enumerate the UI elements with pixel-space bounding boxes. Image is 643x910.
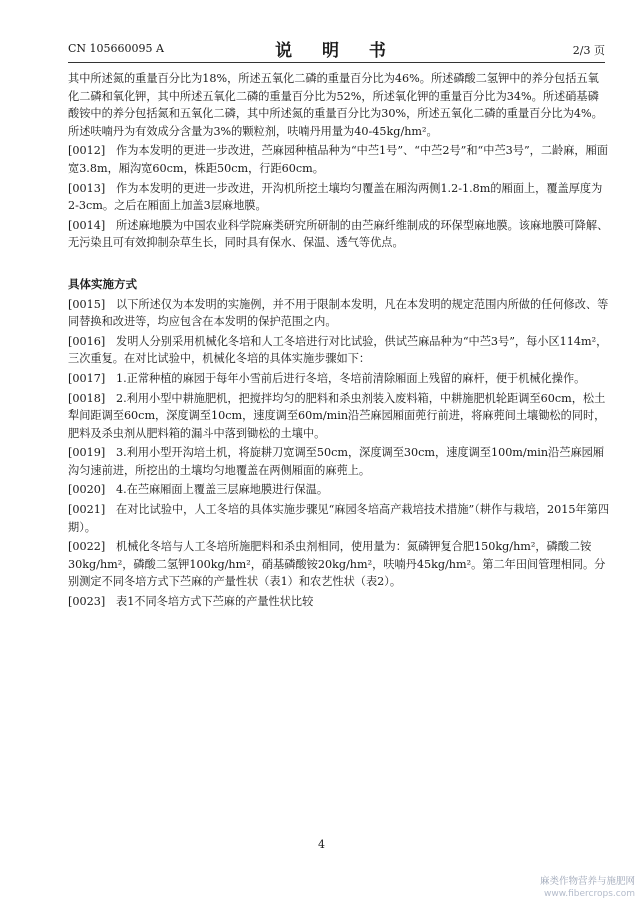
- header-divider: [68, 62, 605, 63]
- paragraph-0016: [68, 333, 609, 368]
- paragraph-0012: [68, 142, 609, 177]
- paragraph-number: [0019]: [68, 446, 106, 460]
- document-body: [68, 70, 609, 611]
- paragraph-0023: [68, 593, 609, 611]
- paragraph-text: 其中所述氮的重量百分比为18%，所述五氧化二磷的重量百分比为46%。所述磷酸二氢钾中的养分包括五氧化二磷和氧化钾，其中所述五氧化二磷的重量百分比为52%，所述氧化钾的重量百分比为34%。所述硝基磷酸铵中的养分包括氮和五氧化二磷，其中所述氮的重量百分比为30%，所述五氧化二磷的重量百分比为4%。所述呋喃丹为有效成分含量为3%的颗粒剂，呋喃丹用量为40-45kg/hm²。: [68, 72, 603, 138]
- page-header: [68, 34, 605, 64]
- page-indicator: 2/3 页: [572, 44, 605, 57]
- paragraph-0014: [68, 217, 609, 252]
- paragraph-0018: [68, 390, 609, 443]
- watermark-text: 麻类作物营养与施肥网: [539, 876, 635, 887]
- paragraph-0015: [68, 296, 609, 331]
- paragraph-0017: [68, 370, 609, 388]
- paragraph-number: [0013]: [68, 181, 106, 195]
- paragraph-text: 发明人分别采用机械化冬培和人工冬培进行对比试验，供试苎麻品种为“中苎3号”，每小区114m²，三次重复。在对比试验中，机械化冬培的具体实施步骤如下：: [68, 334, 608, 366]
- paragraph-0019: [68, 444, 609, 479]
- intro-paragraph: [68, 70, 609, 140]
- paragraph-number: [0021]: [68, 503, 106, 517]
- paragraph-0021: [68, 501, 609, 536]
- paragraph-text: 以下所述仅为本发明的实施例，并不用于限制本发明，凡在本发明的规定范围内所做的任何修改、等同替换和改进等，均应包含在本发明的保护范围之内。: [68, 297, 609, 329]
- paragraph-text: 作为本发明的更进一步改进，开沟机所挖土壤均匀覆盖在厢沟两侧1.2-1.8m的厢面上，覆盖厚度为2-3cm。之后在厢面上加盖3层麻地膜。: [68, 181, 603, 213]
- paragraph-0020: [68, 481, 609, 499]
- paragraph-number: [0016]: [68, 334, 106, 348]
- paragraph-number: [0015]: [68, 297, 106, 311]
- paragraph-text: 所述麻地膜为中国农业科学院麻类研究所研制的由苎麻纤维制成的环保型麻地膜。该麻地膜可降解、无污染且可有效抑制杂草生长，同时具有保水、保温、透气等优点。: [68, 218, 609, 250]
- paragraph-text: 2.利用小型中耕施肥机，把搅拌均匀的肥料和杀虫剂装入废料箱，中耕施肥机轮距调至60cm，松土犁间距调至60cm，深度调至10cm，速度调至60m/min沿苎麻园厢面蔸行前进，将麻蔸间土壤锄松的同时，肥料及杀虫剂从肥料箱的漏斗中落到锄松的土壤中。: [68, 391, 606, 440]
- paragraph-number: [0017]: [68, 371, 106, 385]
- paragraph-number: [0022]: [68, 540, 106, 554]
- paragraph-number: [0014]: [68, 218, 106, 232]
- paragraph-text: 在对比试验中，人工冬培的具体实施步骤见“麻园冬培高产栽培技术措施”（耕作与栽培，2015年第四期）。: [68, 503, 610, 534]
- paragraph-text: 4.在苎麻厢面上覆盖三层麻地膜进行保温。: [116, 483, 329, 497]
- paragraph-text: 1.正常种植的麻园于每年小雪前后进行冬培，冬培前清除厢面上残留的麻杆，便于机械化操作。: [116, 371, 586, 385]
- paragraph-text: 表1不同冬培方式下苎麻的产量性状比较: [116, 595, 314, 609]
- paragraph-number: [0023]: [68, 595, 106, 609]
- page-number: 4: [318, 838, 325, 851]
- paragraph-0013: [68, 180, 609, 215]
- paragraph-text: 作为本发明的更进一步改进，苎麻园种植品种为“中苎1号”、“中苎2号”和“中苎3号”，二龄麻，厢面宽3.8m，厢沟宽60cm，株距50cm，行距60cm。: [68, 144, 608, 175]
- paragraph-number: [0020]: [68, 483, 106, 497]
- document-id: CN 105660095 A: [68, 42, 164, 55]
- paragraph-0022: [68, 538, 609, 591]
- watermark-url: www.fibercrops.com: [544, 889, 635, 899]
- page-title: 说 明 书: [275, 41, 398, 61]
- paragraph-number: [0012]: [68, 144, 106, 158]
- watermark: [540, 876, 635, 900]
- paragraph-text: 机械化冬培与人工冬培所施肥料和杀虫剂相同，使用量为：氮磷钾复合肥150kg/hm²，磷酸二铵30kg/hm²，磷酸二氢钾100kg/hm²，硝基磷酸铵20kg/hm²，呋喃丹45kg/hm²。第二年田间管理相同。分别测定不同冬培方式下苎麻的产量性状（表1）和农艺性状（表2）。: [68, 540, 606, 589]
- paragraph-number: [0018]: [68, 391, 106, 405]
- paragraph-text: 3.利用小型开沟培土机，将旋耕刀宽调至50cm，深度调至30cm，速度调至100m/min沿苎麻园厢沟匀速前进，所挖出的土壤均匀地覆盖在两侧厢面的麻蔸上。: [68, 446, 605, 477]
- section-heading: 具体实施方式: [68, 276, 137, 291]
